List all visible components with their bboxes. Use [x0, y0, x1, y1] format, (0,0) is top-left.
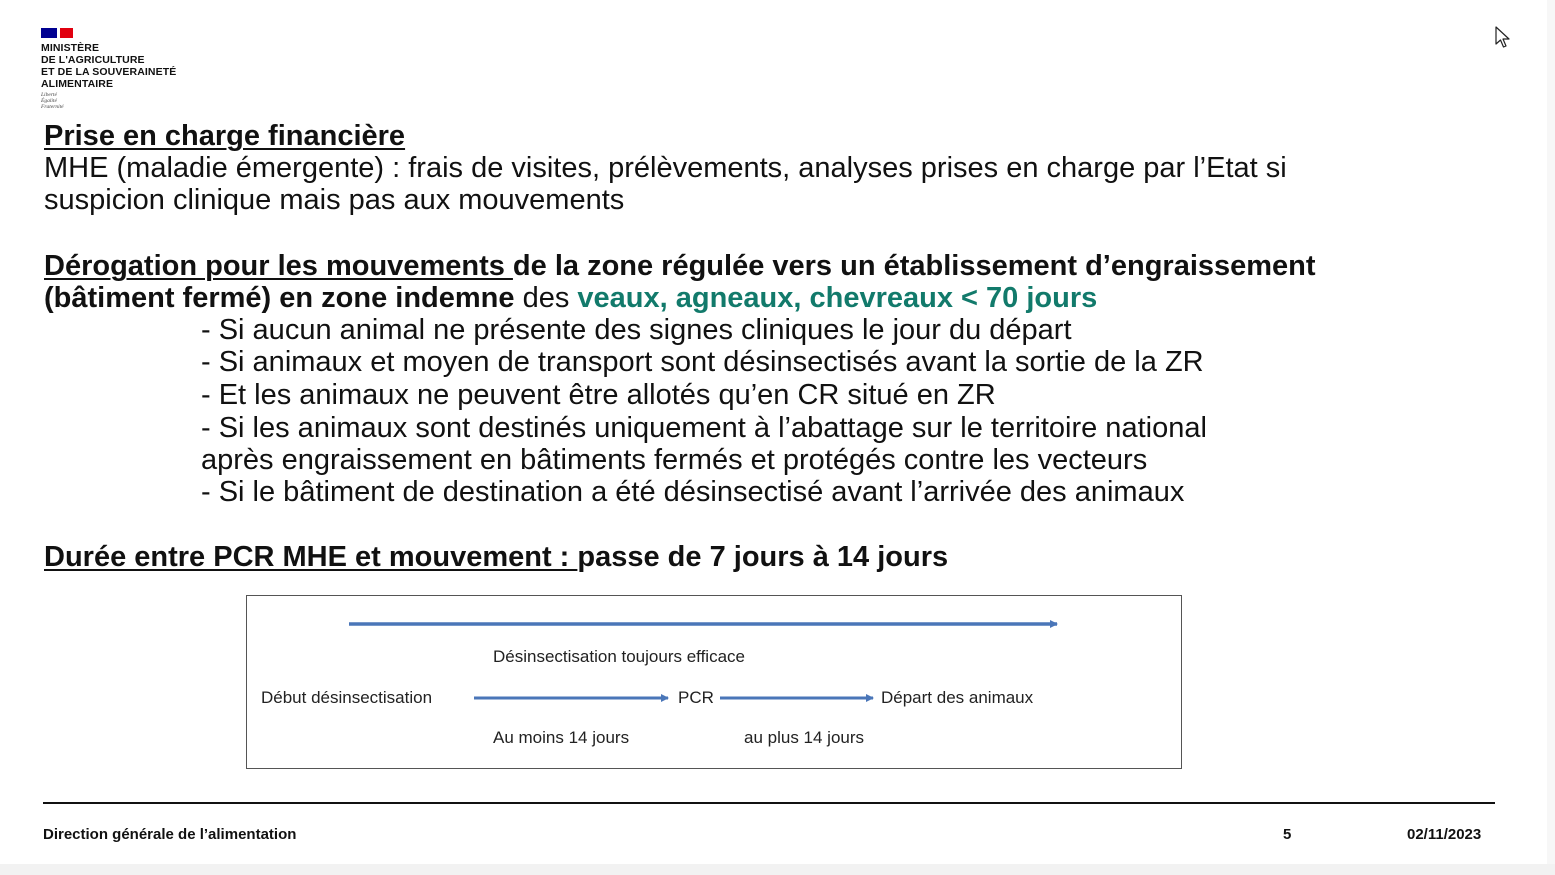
ministry-name-line: DE L'AGRICULTURE — [41, 54, 145, 66]
derogation-subject-line — [44, 282, 1097, 315]
footer-organization: Direction générale de l’alimentation — [43, 826, 297, 843]
french-flag-icon — [41, 28, 73, 38]
derogation-connector-text: des — [514, 282, 578, 314]
financing-text-line: suspicion clinique mais pas aux mouvements — [44, 184, 625, 216]
footer-divider — [43, 802, 1495, 804]
ministry-name — [41, 42, 176, 90]
pcr-label: PCR — [678, 688, 714, 707]
condition-bullet: - Si aucun animal ne présente des signes cliniques le jour du départ — [201, 314, 1072, 346]
condition-bullet: - Si les animaux sont destinés uniquement à l’abattage sur le territoire national — [201, 412, 1207, 444]
motto-line: Fraternité — [41, 104, 64, 110]
pcr-heading-rest: passe de 7 jours à 14 jours — [577, 541, 949, 573]
motto-line: Liberté — [41, 92, 57, 98]
financing-text-line: MHE (maladie émergente) : frais de visites, prélèvements, analyses prises en charge par l’Etat si — [44, 152, 1287, 184]
page-number: 5 — [1283, 826, 1292, 843]
departure-label: Départ des animaux — [881, 688, 1034, 707]
window-edge — [1547, 0, 1555, 864]
start-label: Début désinsectisation — [261, 688, 433, 707]
derogation-heading-underlined: Dérogation pour les mouvements — [44, 250, 513, 282]
condition-bullet-continuation: après engraissement en bâtiments fermés et protégés contre les vecteurs — [201, 444, 1148, 476]
slide-date: 02/11/2023 — [1407, 826, 1482, 843]
min-delay-label: Au moins 14 jours — [493, 728, 630, 747]
motto-line: Égalité — [41, 98, 57, 104]
republic-motto — [41, 92, 176, 110]
ministry-name-line: ET DE LA SOUVERAINETÉ — [41, 66, 177, 78]
ministry-name-line: ALIMENTAIRE — [41, 78, 114, 90]
ministry-name-line: MINISTÈRE — [41, 42, 100, 54]
pcr-heading-underlined: Durée entre PCR MHE et mouvement : — [44, 541, 578, 573]
window-bottom-edge — [0, 864, 1555, 875]
derogation-animals-highlight: veaux, agneaux, chevreaux < 70 jours — [577, 282, 1098, 314]
section-heading-derogation — [44, 250, 1316, 283]
ministry-logo — [41, 28, 176, 110]
section-heading-financing: Prise en charge financière — [44, 120, 406, 152]
condition-bullet: - Et les animaux ne peuvent être allotés qu’en CR situé en ZR — [201, 379, 996, 411]
condition-bullet: - Si animaux et moyen de transport sont désinsectisés avant la sortie de la ZR — [201, 346, 1204, 378]
derogation-heading-rest: de la zone régulée vers un établissement d’engraissement — [512, 250, 1316, 282]
section-heading-pcr-delay — [44, 541, 948, 574]
timeline-diagram — [246, 595, 1182, 769]
derogation-building-text: (bâtiment fermé) en zone indemne — [44, 282, 515, 314]
mouse-pointer-icon — [1495, 26, 1513, 50]
efficacy-label: Désinsectisation toujours efficace — [493, 647, 745, 666]
condition-bullet: - Si le bâtiment de destination a été désinsectisé avant l’arrivée des animaux — [201, 476, 1185, 508]
timeline-arrows — [247, 596, 1183, 770]
max-delay-label: au plus 14 jours — [744, 728, 865, 747]
